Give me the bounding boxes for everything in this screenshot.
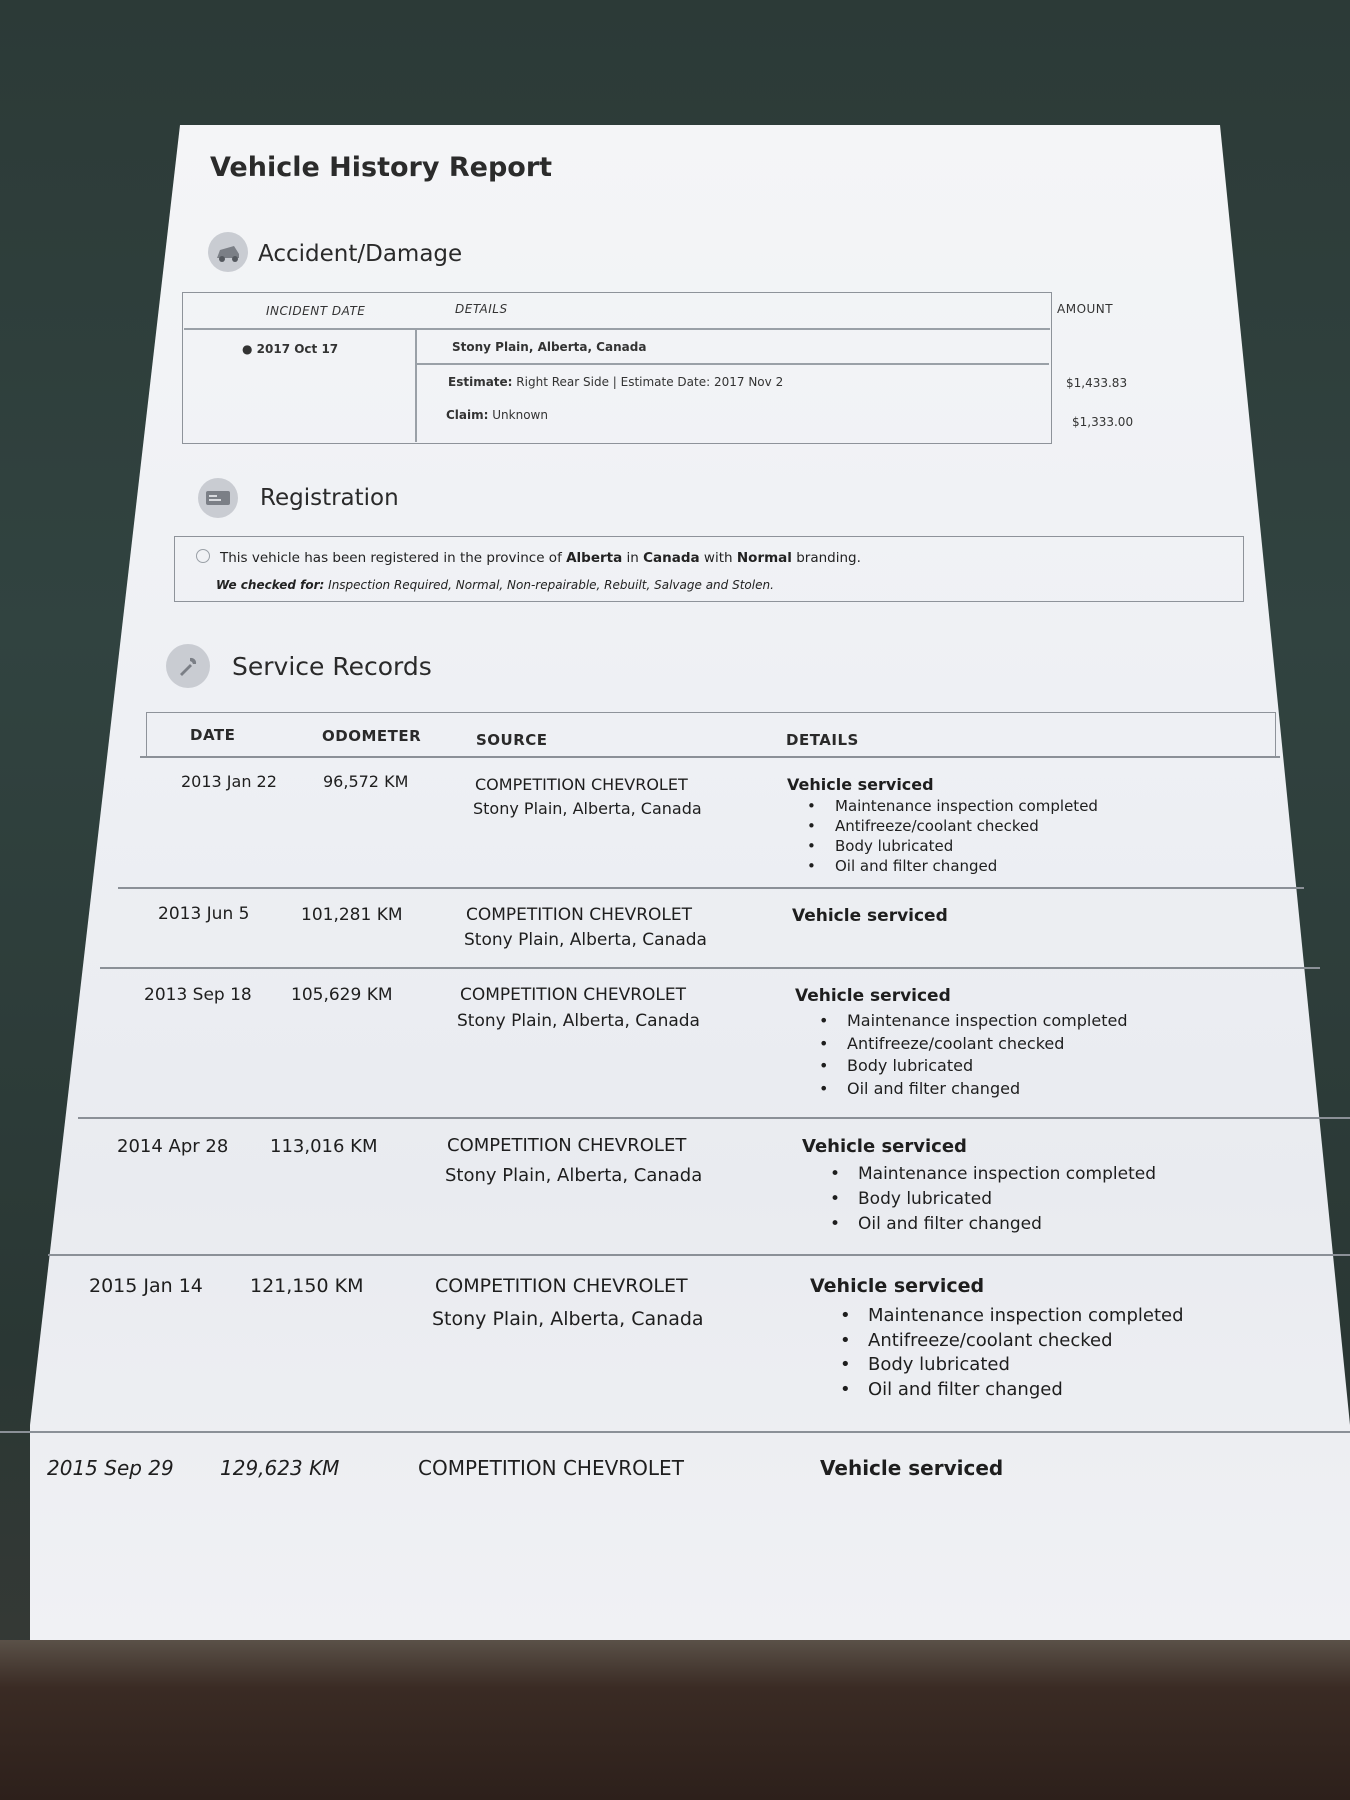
estimate-line: Estimate: Right Rear Side | Estimate Date: 2017 Nov 2 xyxy=(448,375,784,389)
service-row-location: Stony Plain, Alberta, Canada xyxy=(445,1165,703,1186)
wrench-icon xyxy=(166,644,210,688)
registration-statement: This vehicle has been registered in the province of Alberta in Canada with Normal branding. xyxy=(220,550,861,566)
service-item: • Body lubricated xyxy=(847,1055,1127,1078)
service-table-header xyxy=(146,712,1276,757)
service-row-date: 2014 Apr 28 xyxy=(117,1136,229,1157)
header-amount: AMOUNT xyxy=(1057,302,1114,316)
service-row-odometer: 96,572 KM xyxy=(323,772,409,791)
service-item: • Antifreeze/coolant checked xyxy=(868,1329,1184,1354)
service-row-location: Stony Plain, Alberta, Canada xyxy=(473,799,702,818)
service-row-location: Stony Plain, Alberta, Canada xyxy=(464,930,707,950)
service-row-source: COMPETITION CHEVROLET xyxy=(460,985,687,1005)
service-row-odometer: 105,629 KM xyxy=(291,985,393,1005)
service-item: • Body lubricated xyxy=(868,1353,1184,1378)
service-row-date: 2013 Sep 18 xyxy=(144,985,252,1005)
service-row-odometer: 113,016 KM xyxy=(270,1136,378,1157)
check-circle-icon xyxy=(196,549,210,563)
service-section-title: Service Records xyxy=(232,652,432,681)
service-row-odometer: 121,150 KM xyxy=(250,1275,364,1297)
service-item: • Oil and filter changed xyxy=(847,1078,1127,1101)
registration-box xyxy=(174,536,1244,602)
service-item: • Oil and filter changed xyxy=(858,1212,1156,1237)
accident-section-title: Accident/Damage xyxy=(258,241,463,267)
service-row-items xyxy=(835,796,1098,876)
service-row-detail: Vehicle serviced xyxy=(802,1136,967,1157)
service-row-items xyxy=(858,1162,1156,1237)
header-details-service: DETAILS xyxy=(786,731,859,749)
desk-surface xyxy=(0,1640,1350,1800)
service-item: • Maintenance inspection completed xyxy=(868,1304,1184,1329)
claim-amount: $1,333.00 xyxy=(1072,415,1134,429)
incident-date: ● 2017 Oct 17 xyxy=(242,342,339,356)
service-item: • Maintenance inspection completed xyxy=(858,1162,1156,1187)
estimate-amount: $1,433.83 xyxy=(1066,376,1128,390)
service-row-date: 2015 Jan 14 xyxy=(89,1275,203,1297)
service-row-items xyxy=(868,1304,1184,1402)
registration-section-title: Registration xyxy=(260,485,399,511)
service-row-date: 2015 Sep 29 xyxy=(47,1456,174,1480)
service-item: • Oil and filter changed xyxy=(835,856,1098,876)
service-item: • Body lubricated xyxy=(835,836,1098,856)
service-row-detail: Vehicle serviced xyxy=(795,986,951,1006)
service-row-location: Stony Plain, Alberta, Canada xyxy=(432,1308,704,1330)
service-row-date: 2013 Jan 22 xyxy=(181,772,277,791)
page-title: Vehicle History Report xyxy=(210,152,553,183)
incident-location: Stony Plain, Alberta, Canada xyxy=(452,340,647,354)
info-circle-icon: ● xyxy=(242,342,257,356)
service-row-odometer: 129,623 KM xyxy=(220,1456,340,1480)
service-row-detail: Vehicle serviced xyxy=(820,1456,1004,1480)
service-row-location: Stony Plain, Alberta, Canada xyxy=(457,1011,700,1031)
service-row-source: COMPETITION CHEVROLET xyxy=(447,1135,687,1156)
service-item: • Oil and filter changed xyxy=(868,1378,1184,1403)
service-item: • Antifreeze/coolant checked xyxy=(847,1033,1127,1056)
service-item: • Body lubricated xyxy=(858,1187,1156,1212)
service-row-odometer: 101,281 KM xyxy=(301,905,403,925)
service-row-source: COMPETITION CHEVROLET xyxy=(475,775,688,794)
service-row-source: COMPETITION CHEVROLET xyxy=(466,905,693,925)
service-item: • Maintenance inspection completed xyxy=(835,796,1098,816)
header-odometer: ODOMETER xyxy=(322,727,422,745)
header-date: DATE xyxy=(190,726,236,744)
registration-card-icon xyxy=(198,478,238,518)
service-item: • Maintenance inspection completed xyxy=(847,1010,1127,1033)
service-item: • Antifreeze/coolant checked xyxy=(835,816,1098,836)
service-row-date: 2013 Jun 5 xyxy=(158,904,250,924)
service-row-detail: Vehicle serviced xyxy=(792,906,948,926)
service-row-source: COMPETITION CHEVROLET xyxy=(435,1275,688,1297)
registration-checked-for: We checked for: Inspection Required, Normal, Non-repairable, Rebuilt, Salvage and Stolen. xyxy=(216,578,774,592)
service-row-source: COMPETITION CHEVROLET xyxy=(418,1456,684,1480)
header-details: DETAILS xyxy=(455,302,508,316)
car-crash-icon xyxy=(208,232,248,272)
claim-line: Claim: Unknown xyxy=(446,408,548,422)
header-incident-date: INCIDENT DATE xyxy=(266,304,366,318)
service-row-detail: Vehicle serviced xyxy=(787,775,934,794)
header-source: SOURCE xyxy=(476,731,548,749)
service-row-detail: Vehicle serviced xyxy=(810,1275,985,1297)
service-row-items xyxy=(847,1010,1127,1100)
